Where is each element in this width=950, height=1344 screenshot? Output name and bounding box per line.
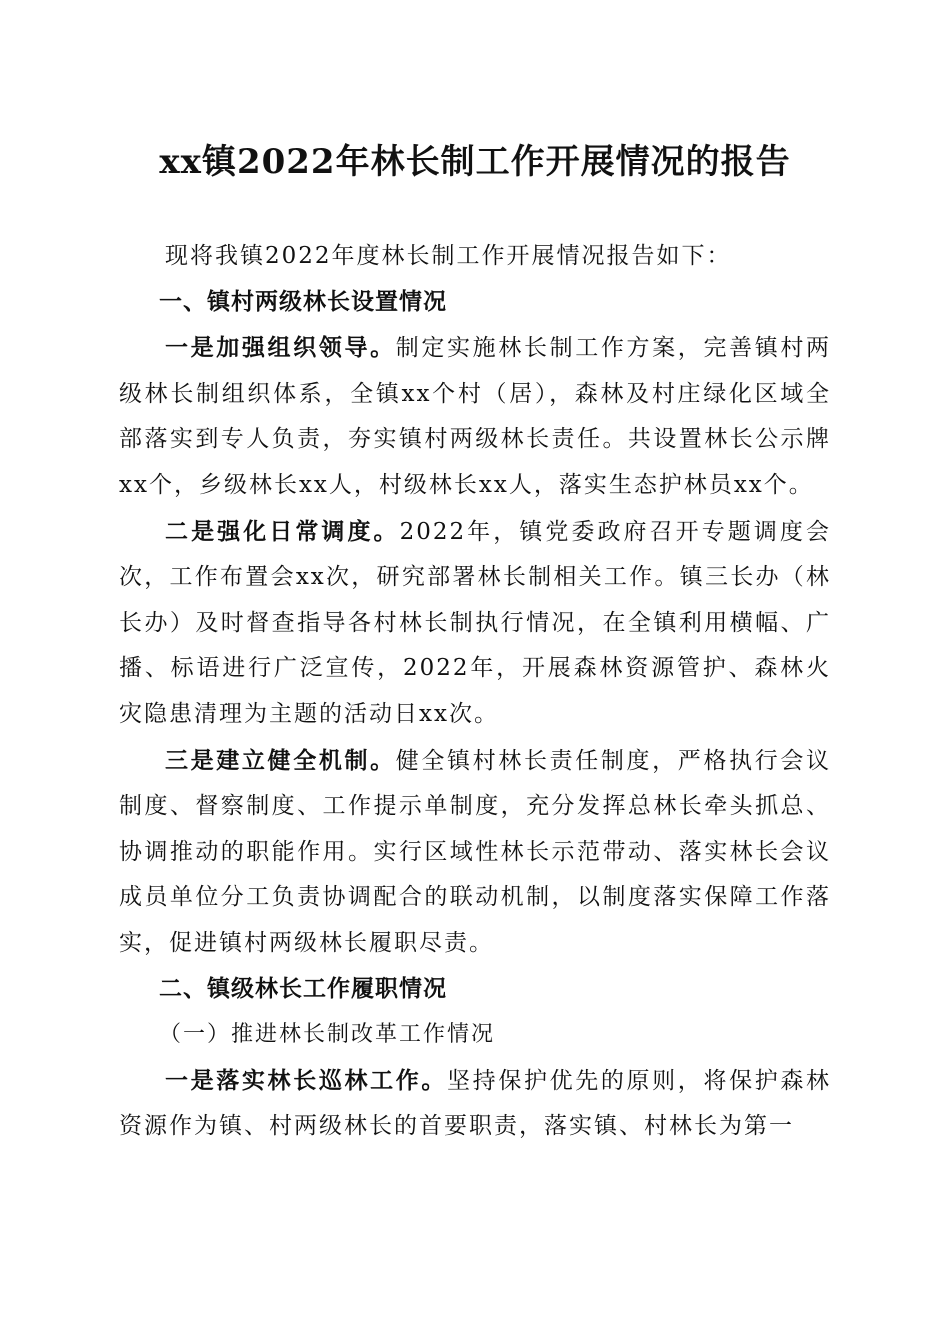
paragraph-text: 制定实施林长制工作方案，完善镇村两级林长制组织体系，全镇xx个村（居），森林及村庄绿化区域全部落实到专人负责，夯实镇村两级林长责任。共设置林长公示牌xx个，乡级林长xx人，村级林长xx人，落实生态护林员xx个。	[119, 335, 832, 498]
document-body	[119, 234, 831, 1150]
paragraph-lead: 一是加强组织领导。	[165, 334, 396, 362]
section-2-paragraph-1	[119, 1058, 831, 1150]
section-2-heading: 二、镇级林长工作履职情况	[159, 975, 447, 1002]
intro-paragraph: 现将我镇2022年度林长制工作开展情况报告如下：	[165, 243, 732, 269]
paragraph-text: 2022年，镇党委政府召开专题调度会次，工作布置会xx次，研究部署林长制相关工作。镇三长办（林长办）及时督查指导各村林长制执行情况，在全镇利用横幅、广播、标语进行广泛宣传，2022年，开展森林资源管护、森林火灾隐患清理为主题的活动日xx次。	[119, 518, 831, 727]
paragraph-lead: 一是落实林长巡林工作。	[165, 1066, 448, 1094]
section-1-heading: 一、镇村两级林长设置情况	[159, 288, 447, 315]
paragraph-text: 坚持保护优先的原则，将保护森林资源作为镇、村两级林长的首要职责，落实镇、村林长为第一	[119, 1067, 832, 1140]
section-1-paragraph-3	[119, 738, 831, 967]
paragraph-lead: 二是强化日常调度。	[165, 517, 400, 545]
section-1-paragraph-2	[119, 509, 831, 738]
paragraph-lead: 三是建立健全机制。	[165, 746, 396, 774]
section-1-paragraph-1	[119, 325, 831, 508]
document-title: xx镇2022年林长制工作开展情况的报告	[159, 142, 791, 182]
paragraph-text: 健全镇村林长责任制度，严格执行会议制度、督察制度、工作提示单制度，充分发挥总林长牵头抓总、协调推动的职能作用。实行区域性林长示范带动、落实林长会议成员单位分工负责协调配合的联动机制，以制度落实保障工作落实，促进镇村两级林长履职尽责。	[119, 747, 832, 956]
section-2-subheading: （一）推进林长制改革工作情况	[159, 1022, 496, 1048]
